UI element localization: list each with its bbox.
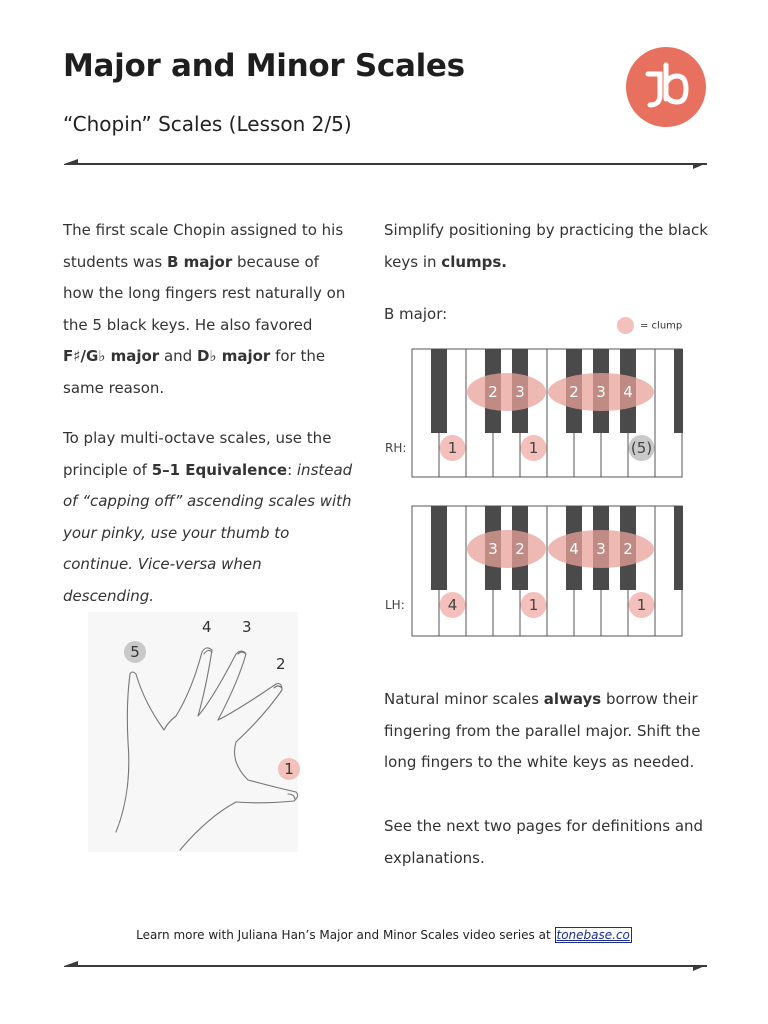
legend-label: = clump <box>640 320 683 332</box>
rh-white-finger: 1 <box>528 439 539 457</box>
lh-clump-finger: 4 <box>569 540 579 558</box>
lh-clump-finger: 2 <box>623 540 633 558</box>
bold-text: 5–1 Equivalence <box>151 460 288 479</box>
finger-number-1: 1 <box>278 758 300 780</box>
rh-white-finger: (5) <box>630 439 653 457</box>
clump-highlight <box>467 530 546 568</box>
bold-text: B major <box>166 252 233 271</box>
clump-highlight <box>467 373 546 411</box>
rh-clump-finger: 2 <box>569 383 579 401</box>
b-major-label: B major: <box>384 305 448 323</box>
keyboard-lh <box>411 505 683 637</box>
finger-number-5: 5 <box>124 641 146 663</box>
paragraph-b-major <box>63 215 353 404</box>
text: borrow their fingering from the parallel major. Shift the long fingers to the white keys as needed. <box>384 690 701 771</box>
bottom-divider <box>64 960 707 972</box>
finger-number-4: 4 <box>202 618 212 636</box>
black-key <box>674 349 683 433</box>
rh-label: RH: <box>385 441 407 455</box>
minor-scales-paragraph <box>384 684 714 779</box>
keyboard-rh <box>411 348 683 478</box>
rh-clump-finger: 4 <box>623 383 633 401</box>
lh-white-finger: 1 <box>636 596 647 614</box>
black-key <box>431 349 447 433</box>
clump-dot-icon <box>617 317 634 334</box>
top-divider <box>64 158 707 170</box>
hand-illustration <box>88 612 303 852</box>
text: for the same reason. <box>63 347 326 397</box>
finger-number-2: 2 <box>276 655 286 673</box>
black-key <box>674 506 683 590</box>
page-subtitle: “Chopin” Scales (Lesson 2/5) <box>63 112 352 136</box>
paragraph-equivalence <box>63 423 353 612</box>
italic-text: instead of “capping off” ascending scales with your pinky, use your thumb to continue. Vice-versa when descending. <box>63 460 353 605</box>
lh-clump-finger: 3 <box>488 540 498 558</box>
clump-legend <box>617 317 682 334</box>
lh-clump-finger: 3 <box>596 540 606 558</box>
text: : <box>287 460 297 479</box>
finger-number-3: 3 <box>242 618 252 636</box>
rh-clump-finger: 3 <box>596 383 606 401</box>
black-key <box>431 506 447 590</box>
lh-clump-finger: 2 <box>515 540 525 558</box>
text: The first scale Chopin assigned to his students was <box>63 221 344 271</box>
footer <box>0 928 768 942</box>
page-title: Major and Minor Scales <box>63 48 465 84</box>
text: Natural minor scales <box>384 690 544 708</box>
left-column <box>63 215 353 631</box>
text: and <box>159 347 197 365</box>
rh-white-finger: 1 <box>447 439 458 457</box>
bold-text: always <box>543 690 602 708</box>
lh-white-finger: 1 <box>528 596 539 614</box>
rh-clump-finger: 3 <box>515 383 525 401</box>
bold-text: clumps. <box>441 252 508 271</box>
text: To play multi-octave scales, use the principle of <box>63 429 332 479</box>
text: Simplify positioning by practicing the black keys in <box>384 221 708 271</box>
lh-label: LH: <box>385 598 405 612</box>
lh-white-finger: 4 <box>447 596 458 614</box>
rh-clump-finger: 2 <box>488 383 498 401</box>
text: See the next two pages for definitions and explanations. <box>384 817 704 867</box>
tonebase-logo <box>626 47 706 127</box>
text: because of how the long fingers rest naturally on the 5 black keys. He also favored <box>63 252 346 334</box>
bold-text: F♯/G♭ major <box>63 347 160 365</box>
clumps-intro <box>384 215 714 278</box>
next-pages-paragraph <box>384 811 714 874</box>
footer-text: Learn more with Juliana Han’s Major and Minor Scales video series at <box>136 928 555 942</box>
tonebase-link[interactable]: tonebase.co <box>556 928 630 942</box>
bold-text: D♭ major <box>196 347 271 365</box>
